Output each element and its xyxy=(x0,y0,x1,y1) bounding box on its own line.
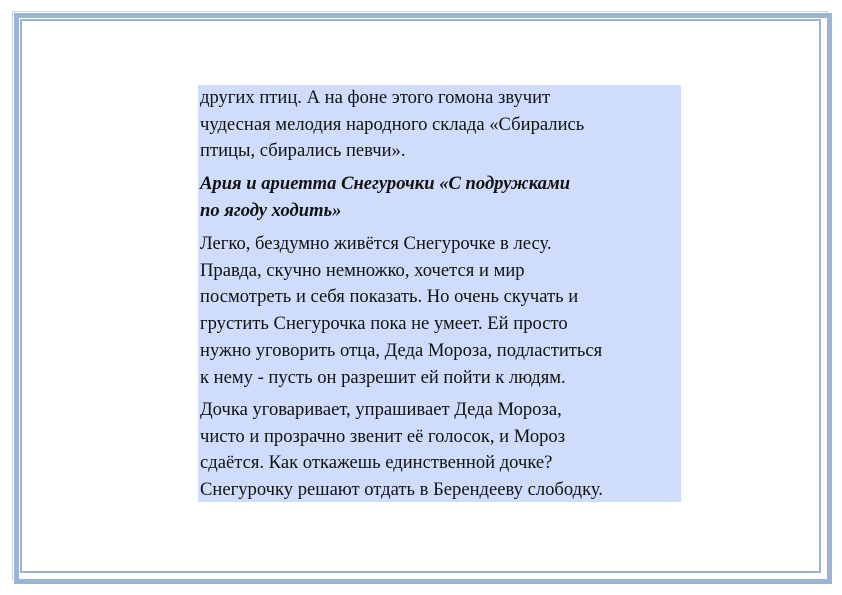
paragraph-intro: других птиц. А на фоне этого гомона звучит чудесная мелодия народного склада «Сбирались птицы, сбирались певчи». xyxy=(200,87,585,162)
paragraph-description: Легко, бездумно живётся Снегурочке в лесу. Правда, скучно немножко, хочется и мир посмотреть и себя показать. Но очень скучать и грустить Снегурочка пока не умеет. Ей просто нужно уговорить отца, Деда Мороза, подластиться к нему - пусть он разрешит ей пойти к людям. xyxy=(200,233,603,388)
text-block xyxy=(198,85,681,502)
section-heading: Ария и ариетта Снегурочки «С подружками по ягоду ходить» xyxy=(200,173,571,221)
paragraph-conclusion: Дочка уговаривает, упрашивает Деда Мороза, чисто и прозрачно звенит её голосок, и Мороз сдаётся. Как откажешь единственной дочке? Снегурочку решают отдать в Берендееву слободку. xyxy=(200,399,603,501)
